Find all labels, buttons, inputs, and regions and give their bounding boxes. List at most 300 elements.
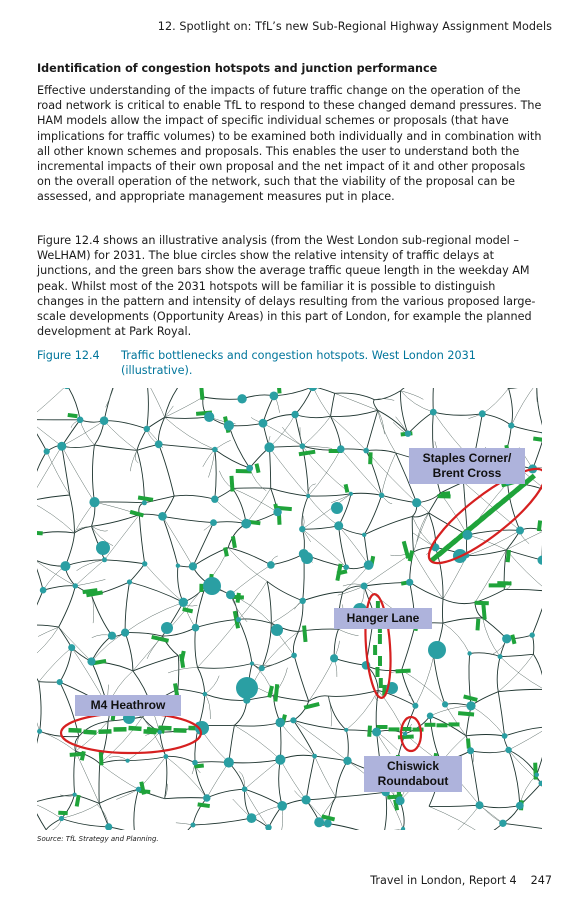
minor-road-segment [168, 667, 197, 673]
junction-circle [158, 730, 162, 734]
road-segment [70, 495, 75, 533]
minor-road-segment [215, 499, 246, 524]
road-segment [229, 725, 235, 762]
junction-circle [210, 519, 217, 526]
road-segment [504, 589, 542, 591]
minor-road-segment [75, 579, 105, 586]
minor-road-segment [346, 690, 378, 730]
road-segment [163, 516, 178, 565]
queue-bar [533, 436, 542, 442]
minor-road-segment [100, 764, 139, 790]
minor-road-segment [176, 823, 193, 825]
minor-road-segment [105, 515, 140, 560]
road-segment [335, 393, 375, 400]
queue-bar [199, 584, 203, 592]
road-segment [228, 548, 271, 565]
road-segment [331, 393, 335, 416]
junction-circle [203, 794, 210, 801]
congestion-map [37, 388, 542, 830]
junction-circle [505, 747, 511, 753]
queue-bar [302, 625, 307, 642]
road-segment [104, 388, 116, 421]
road-segment [39, 682, 41, 732]
road-segment [293, 720, 346, 730]
junction-circle [502, 733, 508, 739]
road-segment [158, 417, 164, 444]
minor-road-segment [378, 410, 396, 453]
junction-circle [427, 713, 434, 720]
road-segment [178, 656, 179, 690]
junction-circle [68, 644, 75, 651]
junction-circle [89, 497, 99, 507]
minor-road-segment [401, 391, 424, 400]
junction-circle [349, 492, 353, 496]
page-number: 247 [530, 874, 552, 887]
label-staples-corner: Staples Corner/ Brent Cross [409, 448, 525, 484]
road-segment [130, 564, 145, 582]
junction-circle [396, 796, 405, 805]
junction-circle [403, 732, 407, 736]
minor-road-segment [511, 388, 537, 426]
road-segment [346, 730, 348, 761]
junction-circle-major [301, 552, 313, 564]
road-segment [59, 627, 72, 648]
queue-bar-corridor [373, 645, 377, 655]
minor-road-segment [245, 789, 269, 827]
queue-bar-corridor [68, 728, 81, 733]
junction-circle [275, 755, 285, 765]
road-segment [37, 452, 47, 502]
minor-road-segment [62, 421, 104, 447]
road-segment [125, 633, 162, 637]
road-segment [163, 516, 214, 522]
queue-bar-corridor [449, 722, 460, 726]
minor-road-segment [163, 516, 193, 566]
road-segment [37, 731, 40, 771]
minor-road-segment [280, 760, 306, 800]
road-segment [229, 760, 280, 763]
junction-circle [273, 508, 281, 516]
junction-circle [127, 579, 132, 584]
junction-circle [102, 557, 107, 562]
junction-circle [361, 583, 368, 590]
road-segment [401, 388, 435, 391]
road-segment [37, 795, 75, 804]
junction-circle [73, 583, 78, 588]
junction-circle [189, 562, 197, 570]
road-segment [328, 824, 383, 831]
junction-circle [462, 530, 472, 540]
figure-source: Source: TfL Strategy and Planning. [37, 835, 159, 843]
road-segment [214, 522, 247, 524]
minor-road-segment [506, 531, 542, 550]
junction-circle [516, 802, 524, 810]
junction-circle [372, 728, 381, 737]
minor-road-segment [205, 676, 219, 694]
junction-circle [108, 632, 116, 640]
road-segment [37, 420, 47, 452]
junction-circle [442, 701, 448, 707]
minor-road-segment [37, 501, 75, 533]
junction-circle [508, 423, 514, 429]
minor-road-segment [506, 550, 542, 591]
junction-circle [204, 412, 214, 422]
road-segment [193, 818, 252, 825]
junction-circle [259, 665, 265, 671]
junction-circle [401, 827, 405, 830]
queue-bar [231, 536, 237, 548]
minor-road-segment [443, 623, 470, 653]
junction-circle [330, 654, 338, 662]
minor-road-segment [207, 763, 229, 799]
queue-bar [229, 476, 234, 492]
junction-circle [57, 442, 66, 451]
junction-circle [430, 409, 437, 416]
road-segment [410, 582, 443, 599]
road-segment [125, 582, 129, 633]
junction-circle [364, 560, 374, 570]
road-segment [37, 661, 39, 682]
queue-bar [199, 388, 204, 400]
road-segment [331, 416, 341, 449]
minor-road-segment [234, 725, 280, 759]
minor-road-segment [208, 450, 215, 478]
queue-bar-corridor [378, 634, 382, 644]
junction-circle [405, 431, 411, 437]
junction-circle [212, 447, 218, 453]
junction-circle [211, 496, 218, 503]
road-segment [95, 502, 145, 503]
junction-circle [267, 561, 275, 569]
road-segment [267, 581, 303, 601]
road-segment [429, 805, 480, 806]
queue-bar [255, 463, 261, 473]
road-segment [159, 444, 215, 449]
queue-bar-corridor [83, 729, 96, 734]
road-segment [336, 761, 348, 797]
minor-road-segment [128, 732, 160, 761]
queue-bar [273, 684, 279, 702]
minor-road-segment [165, 417, 215, 449]
junction-circle [314, 817, 324, 827]
minor-road-segment [203, 450, 215, 467]
minor-road-segment [280, 723, 314, 757]
queue-bar-corridor [378, 656, 382, 666]
road-segment [402, 625, 416, 671]
road-segment [198, 664, 253, 669]
road-segment [105, 560, 145, 564]
junction-circle [191, 823, 196, 828]
road-segment [341, 449, 366, 451]
road-segment [238, 619, 271, 623]
junction-circle [324, 820, 332, 828]
publication-name: Travel in London, Report 4 [370, 874, 517, 887]
queue-bar [182, 607, 193, 613]
road-segment [511, 426, 542, 434]
road-segment [166, 756, 195, 762]
junction-circle [530, 632, 535, 637]
road-segment [229, 426, 250, 469]
minor-road-segment [308, 449, 341, 496]
queue-bar [476, 619, 481, 631]
road-segment [480, 805, 520, 807]
road-segment [434, 656, 446, 704]
queue-bar [367, 725, 372, 736]
road-segment [269, 447, 270, 488]
queue-bar [277, 388, 282, 394]
label-chiswick-roundabout: Chiswick Roundabout [364, 756, 462, 792]
junction-circle [343, 757, 351, 765]
road-segment [537, 388, 542, 433]
minor-road-segment [198, 620, 239, 668]
minor-road-segment [37, 627, 59, 661]
junction-circle [479, 410, 486, 417]
road-segment [37, 590, 43, 626]
junction-circle [302, 795, 311, 804]
road-segment [364, 495, 381, 535]
queue-bar-corridor [437, 723, 448, 727]
minor-road-segment [402, 670, 446, 704]
junction-circle [192, 760, 198, 766]
queue-bar [458, 711, 474, 716]
junction-circle [136, 787, 141, 792]
minor-road-segment [382, 453, 396, 495]
minor-road-segment [315, 756, 336, 797]
road-segment [302, 496, 308, 529]
figure-number: Figure 12.4 [37, 349, 100, 362]
road-segment [483, 618, 507, 639]
road-segment [383, 792, 387, 830]
road-segment [109, 827, 135, 830]
queue-bar-corridor [379, 678, 383, 688]
queue-bar [466, 738, 471, 748]
minor-road-segment [40, 731, 76, 751]
minor-road-segment [106, 388, 117, 407]
road-segment [59, 586, 76, 627]
minor-road-segment [483, 618, 500, 657]
junction-circle [277, 801, 287, 811]
minor-road-segment [475, 550, 506, 603]
junction-circle [291, 653, 297, 659]
junction-circle [467, 747, 474, 754]
road-segment [293, 701, 308, 720]
queue-bar-corridor [143, 729, 156, 734]
junction-circle-major [271, 624, 283, 636]
junction-circle [40, 587, 47, 594]
road-segment [328, 696, 346, 730]
road-segment [503, 823, 542, 829]
road-segment [280, 723, 281, 760]
queue-bar-corridor [173, 728, 186, 733]
junction-circle [57, 679, 63, 685]
body-paragraph-2: Figure 12.4 shows an illustrative analysis (from the West London sub-regional model – WeLHAM) for 2031. The blue circles show the relative intensity of traffic delays at junctions, and the green bars show the average traffic queue length in the weekday AM peak. Whilst most of the 2031 hotspots will be familiar it is possible to distinguish changes in the pattern and intensity of delays resulting from the various proposed large-scale developments (Opportunity Areas) in this part of London, for example the planned development at Park Royal. [37, 234, 536, 339]
road-segment [306, 756, 315, 800]
minor-road-segment [77, 560, 105, 571]
junction-circle [412, 498, 421, 507]
road-segment [134, 789, 139, 830]
road-segment [139, 515, 144, 564]
road-segment [99, 803, 109, 827]
junction-circle [60, 561, 70, 571]
road-segment [294, 655, 309, 701]
road-segment [303, 592, 343, 601]
minor-road-segment [59, 627, 92, 661]
junction-circle [142, 500, 147, 505]
junction-circle [502, 634, 511, 643]
minor-road-segment [302, 416, 330, 446]
junction-circle [164, 754, 169, 759]
page-footer [370, 874, 552, 887]
road-segment [467, 530, 520, 535]
road-segment [193, 798, 207, 825]
road-segment [165, 417, 210, 419]
queue-bar [368, 452, 372, 464]
queue-bar [533, 763, 538, 780]
minor-road-segment [104, 421, 137, 451]
road-segment [137, 429, 147, 450]
road-segment [295, 415, 330, 418]
minor-road-segment [37, 704, 40, 732]
road-segment [293, 720, 314, 756]
junction-circle [534, 773, 539, 778]
junction-circle [498, 654, 503, 659]
road-segment [62, 819, 109, 827]
road-segment [271, 554, 304, 565]
road-segment [471, 751, 480, 805]
junction-circle [59, 816, 64, 821]
road-segment [65, 533, 74, 566]
road-segment [262, 623, 272, 668]
road-segment [198, 667, 205, 694]
road-segment [199, 694, 205, 725]
junction-circle [224, 757, 234, 767]
minor-road-segment [335, 393, 378, 410]
label-hanger-lane: Hanger Lane [334, 608, 432, 629]
road-segment [374, 391, 400, 400]
road-segment [193, 548, 228, 567]
junction-circle [203, 692, 208, 697]
junction-circle [158, 512, 167, 521]
road-segment [433, 412, 482, 415]
junction-circle [466, 701, 475, 710]
junction-circle [406, 579, 413, 586]
minor-road-segment [339, 629, 359, 636]
minor-road-segment [471, 706, 505, 736]
road-segment [99, 764, 100, 804]
road-segment [92, 595, 113, 635]
junction-circle [126, 759, 130, 763]
road-segment [506, 550, 542, 560]
road-segment [238, 620, 252, 664]
road-segment [100, 760, 128, 763]
junction-circle [276, 718, 285, 727]
minor-road-segment [309, 658, 334, 701]
road-segment [263, 414, 295, 423]
road-segment [160, 732, 166, 756]
queue-bar [130, 510, 144, 517]
road-segment [475, 590, 504, 603]
road-segment [130, 582, 184, 602]
queue-bar [396, 669, 411, 674]
road-segment [174, 495, 215, 499]
minor-road-segment [302, 494, 351, 529]
road-segment [165, 388, 180, 417]
road-segment [433, 388, 434, 412]
minor-road-segment [339, 526, 369, 565]
junction-circle [179, 598, 188, 607]
minor-road-segment [269, 415, 295, 448]
road-segment [533, 654, 542, 689]
figure-title: Traffic bottlenecks and congestion hotspots. West London 2031 (illustrative). [121, 349, 476, 378]
road-segment [242, 395, 274, 399]
junction-circle [155, 440, 163, 448]
queue-bar [99, 750, 104, 765]
minor-road-segment [228, 548, 267, 582]
running-head: 12. Spotlight on: TfL’s new Sub-Regional Highway Assignment Models [157, 20, 552, 33]
road-segment [263, 396, 274, 423]
junction-circle-major [203, 577, 221, 595]
junction-circle [308, 388, 317, 391]
minor-road-segment [166, 757, 207, 799]
junction-circle [176, 564, 180, 568]
junction-circle [300, 598, 306, 604]
road-segment [94, 445, 136, 450]
junction-circle [87, 657, 95, 665]
road-segment [62, 420, 80, 446]
queue-bar-corridor [128, 726, 141, 731]
road-segment [443, 599, 475, 604]
road-segment [215, 450, 250, 469]
junction-circle [516, 527, 524, 535]
junction-circle [224, 420, 234, 430]
queue-bar [67, 413, 77, 418]
junction-circle [226, 590, 235, 599]
road-segment [207, 789, 245, 798]
junction-circle [100, 416, 109, 425]
road-segment [37, 625, 59, 627]
road-segment [366, 410, 378, 450]
road-segment [331, 410, 378, 416]
queue-bar-corridor [376, 667, 380, 677]
junction-circle [236, 617, 241, 622]
road-segment [334, 658, 366, 665]
junction-circle [247, 813, 257, 823]
road-segment [382, 495, 417, 502]
road-segment [203, 397, 242, 399]
road-segment [334, 629, 338, 658]
junction-circle [259, 419, 268, 428]
road-segment [92, 515, 140, 527]
road-segment [234, 700, 246, 725]
minor-road-segment [205, 694, 210, 719]
junction-circle [241, 519, 251, 529]
queue-bar-corridor [425, 723, 436, 727]
road-segment [267, 581, 271, 623]
road-segment [364, 516, 412, 534]
road-segment [328, 690, 378, 696]
queue-bar [475, 601, 489, 605]
road-segment [408, 412, 433, 434]
queue-bar [304, 702, 320, 710]
junction-circle [299, 526, 305, 532]
road-segment [92, 445, 94, 502]
minor-road-segment [331, 416, 367, 450]
minor-road-segment [37, 388, 67, 420]
minor-road-segment [245, 760, 281, 790]
junction-circle-major [331, 502, 343, 514]
road-segment [137, 450, 145, 503]
road-segment [280, 755, 314, 759]
